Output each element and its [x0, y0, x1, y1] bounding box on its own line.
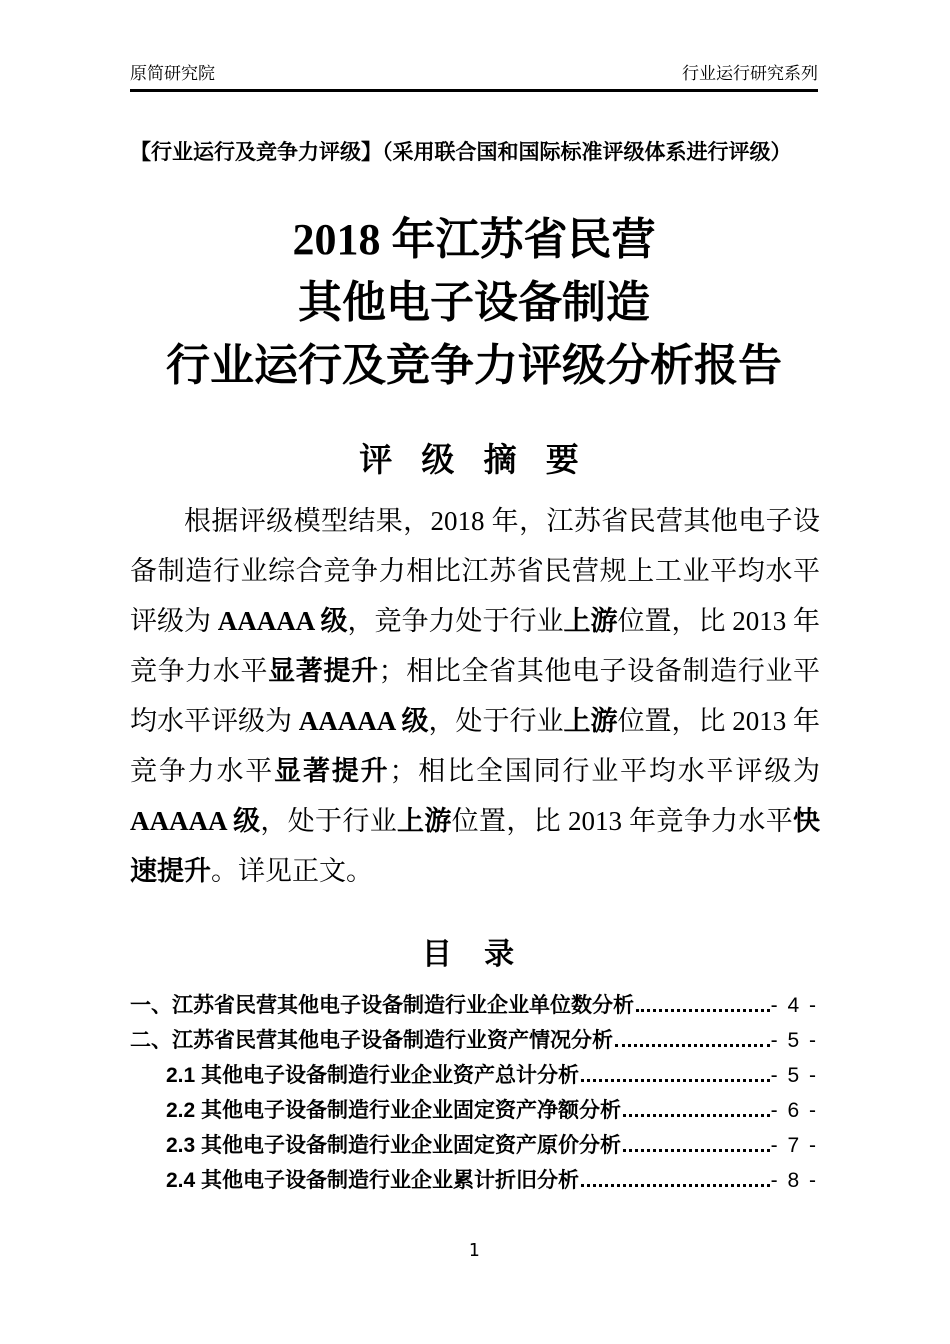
toc-leader-dots — [636, 1009, 770, 1012]
page-header — [130, 64, 818, 92]
summary-text: 位置，比 2013 年竞争力水平 — [130, 706, 821, 786]
toc-entry — [130, 1023, 818, 1058]
summary-text: 位置，比 2013 年竞争力水平 — [130, 606, 821, 686]
header-left-text: 原简研究院 — [130, 64, 215, 83]
toc-entry — [130, 988, 818, 1023]
toc-entry — [130, 1058, 818, 1093]
toc-leader-dots — [581, 1079, 770, 1082]
report-title-line-1: 2018 年江苏省民营 — [292, 215, 656, 264]
toc-entry — [130, 1093, 818, 1128]
toc-leader-dots — [623, 1149, 770, 1152]
summary-emphasis-text: 显著提升 — [268, 656, 379, 686]
summary-emphasis-text: 显著提升 — [274, 756, 390, 786]
toc-page-number: - 4 - — [770, 994, 818, 1017]
summary-text: ，处于行业 — [260, 806, 398, 836]
summary-text: ，竞争力处于行业 — [347, 606, 564, 636]
toc-page-number: - 6 - — [770, 1099, 818, 1122]
summary-emphasis-text: 快速提升 — [130, 806, 821, 886]
toc-entry-label: 2.4 其他电子设备制造行业企业累计折旧分析 — [166, 1169, 580, 1192]
toc-entry — [130, 1163, 818, 1198]
page-footer — [130, 1240, 818, 1261]
summary-emphasis-text: 上游 — [563, 606, 618, 636]
summary-text: ；相比全省其他电子设备制造行业平均水平评级为 — [130, 656, 820, 736]
report-title — [130, 208, 818, 397]
summary-text: 位置，比 2013 年竞争力水平 — [451, 806, 794, 836]
toc-entry-label: 一、江苏省民营其他电子设备制造行业企业单位数分析 — [130, 994, 634, 1017]
toc-leader-dots — [581, 1184, 770, 1187]
toc-entry-label: 二、江苏省民营其他电子设备制造行业资产情况分析 — [130, 1029, 613, 1052]
toc-page-number: - 5 - — [770, 1064, 818, 1087]
summary-emphasis-text: 上游 — [563, 706, 618, 736]
toc-page-number: - 7 - — [770, 1134, 818, 1157]
summary-emphasis-text: AAAAA 级 — [130, 806, 261, 836]
toc-page-number: - 5 - — [770, 1029, 818, 1052]
toc-heading: 目 录 — [421, 938, 527, 971]
summary-heading: 评 级 摘 要 — [359, 441, 589, 478]
toc-leader-dots — [615, 1044, 770, 1047]
summary-emphasis-text: AAAAA 级 — [217, 606, 348, 636]
report-title-line-3: 行业运行及竞争力评级分析报告 — [166, 341, 782, 390]
header-right-text: 行业运行研究系列 — [682, 64, 818, 83]
toc-leader-dots — [623, 1114, 770, 1117]
rating-system-note: 【行业运行及竞争力评级】（采用联合国和国际标准评级体系进行评级） — [130, 141, 792, 164]
summary-emphasis-text: 上游 — [397, 806, 452, 836]
summary-text: ；相比全国同行业平均水平评级为 — [389, 756, 821, 786]
toc-page-number: - 8 - — [770, 1169, 818, 1192]
summary-text: 。详见正文。 — [211, 856, 373, 886]
toc-entry-label: 2.2 其他电子设备制造行业企业固定资产净额分析 — [166, 1099, 622, 1122]
summary-paragraph — [130, 496, 820, 896]
summary-emphasis-text: AAAAA 级 — [298, 706, 429, 736]
toc-entry-label: 2.1 其他电子设备制造行业企业资产总计分析 — [166, 1064, 580, 1087]
report-title-line-2: 其他电子设备制造 — [298, 278, 650, 327]
toc-entry-label: 2.3 其他电子设备制造行业企业固定资产原价分析 — [166, 1134, 622, 1157]
toc-entry — [130, 1128, 818, 1163]
page-number: 1 — [468, 1240, 480, 1261]
summary-text: 根据评级模型结果，2018 年，江苏省民营其他电子设备制造行业综合竞争力相比江苏省民营规上工业平均水平评级为 — [130, 506, 820, 636]
summary-text: ，处于行业 — [428, 706, 564, 736]
toc-list — [130, 988, 818, 1198]
